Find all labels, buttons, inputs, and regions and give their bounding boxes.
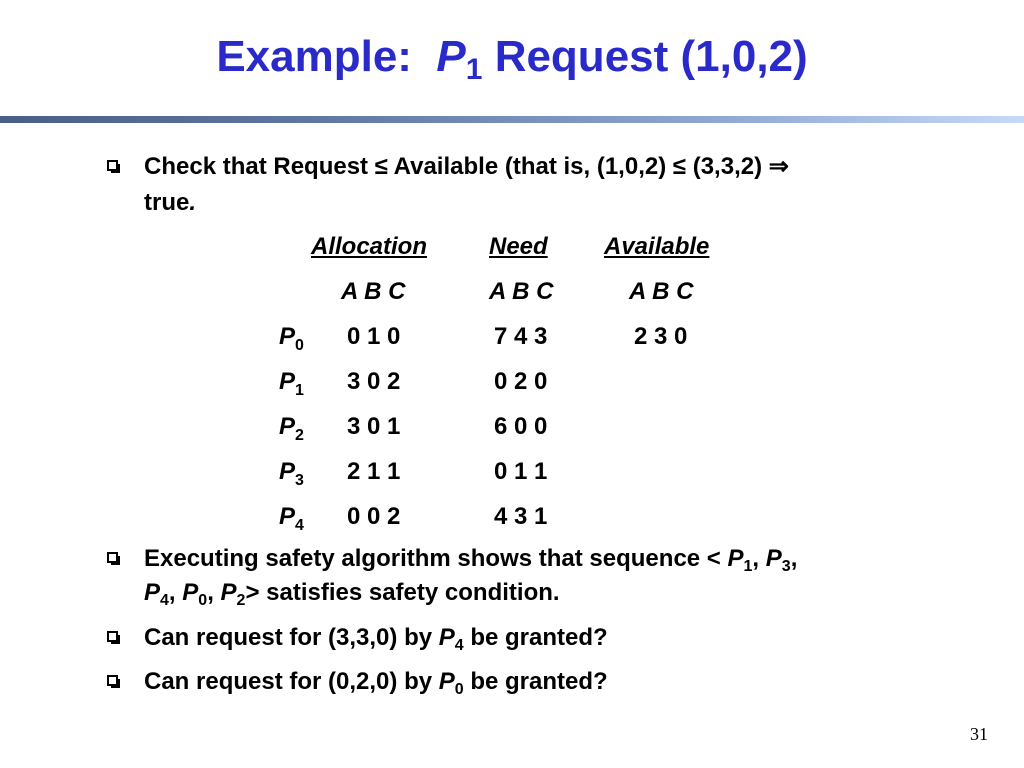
bullet1-true: true: [144, 189, 190, 216]
row-p0-var: P: [279, 323, 296, 350]
bullet-box-icon: [107, 675, 118, 686]
seq-p0-sub: 0: [198, 592, 208, 609]
seq-p3-sub: 3: [781, 558, 791, 575]
title-divider: [0, 116, 1024, 123]
bullet4-p-sub: 0: [454, 681, 464, 698]
bullet4-post: be granted?: [470, 668, 608, 695]
seq-p0-var: P: [182, 579, 199, 606]
row-p4-sub: 4: [295, 517, 304, 534]
header-allocation: Allocation: [311, 233, 428, 260]
seq-sep-1: ,: [752, 545, 760, 572]
row-p1-allocation: 3 0 2: [347, 368, 401, 395]
header-need: Need: [489, 233, 548, 260]
bullet4-p-var: P: [438, 668, 455, 695]
bullet3-text: [144, 621, 608, 663]
row-label-p0: [279, 322, 304, 361]
bullet2-intro: Executing safety algorithm shows that sequence <: [144, 545, 721, 572]
row-p4-allocation: 0 0 2: [347, 503, 401, 530]
title-prefix: Example:: [216, 32, 412, 81]
bullet3-post: be granted?: [470, 624, 608, 651]
row-p0-allocation: 0 1 0: [347, 323, 401, 350]
row-p3-need: 0 1 1: [494, 458, 548, 485]
subheader-need: A B C: [489, 278, 554, 305]
subheader-available: A B C: [629, 278, 694, 305]
seq-p2-var: P: [220, 579, 237, 606]
row-label-p4: [279, 502, 304, 541]
row-p3-sub: 3: [295, 472, 304, 489]
row-p1-var: P: [279, 368, 296, 395]
seq-p3-var: P: [765, 545, 782, 572]
row-p2-sub: 2: [295, 427, 304, 444]
row-p2-allocation: 3 0 1: [347, 413, 401, 440]
row-p1-need: 0 2 0: [494, 368, 548, 395]
seq-p1-sub: 1: [743, 558, 753, 575]
subheader-allocation: A B C: [341, 278, 406, 305]
row-p0-need: 7 4 3: [494, 323, 548, 350]
row-p4-need: 4 3 1: [494, 503, 548, 530]
row-p4-var: P: [279, 503, 296, 530]
bullet2-end: > satisfies safety condition.: [245, 579, 560, 606]
title-process-sub: 1: [465, 53, 483, 86]
bullet4-text: [144, 665, 608, 707]
bullet2-line2: [144, 576, 560, 618]
seq-p4-var: P: [144, 579, 161, 606]
row-p1-sub: 1: [295, 382, 304, 399]
row-p0-sub: 0: [295, 337, 304, 354]
seq-p1-var: P: [727, 545, 744, 572]
bullet4-pre: Can request for (0,2,0) by: [144, 668, 433, 695]
title-suffix: Request (1,0,2): [494, 32, 808, 81]
bullet1-period: .: [189, 189, 197, 216]
bullet1-line2: [144, 186, 196, 220]
row-p3-allocation: 2 1 1: [347, 458, 401, 485]
bullet3-p-var: P: [438, 624, 455, 651]
title-process-var: P: [436, 32, 466, 81]
bullet-box-icon: [107, 631, 118, 642]
bullet1-line1: Check that Request ≤ Available (that is, (1,0,2) ≤ (3,3,2) ⇒: [144, 153, 789, 180]
page-number: 31: [970, 724, 988, 744]
row-p3-var: P: [279, 458, 296, 485]
row-p2-need: 6 0 0: [494, 413, 548, 440]
row-label-p2: [279, 412, 304, 451]
seq-p4-sub: 4: [160, 592, 169, 609]
seq-sep-3: ,: [168, 579, 176, 606]
row-label-p1: [279, 367, 304, 406]
row-label-p3: [279, 457, 304, 496]
bullet3-p-sub: 4: [454, 637, 464, 654]
seq-sep-2: ,: [790, 545, 798, 572]
seq-p2-sub: 2: [236, 592, 246, 609]
slide-title: [0, 32, 1024, 87]
seq-sep-4: ,: [207, 579, 214, 606]
bullet-box-icon: [107, 160, 118, 171]
row-p2-var: P: [279, 413, 296, 440]
bullet-box-icon: [107, 552, 118, 563]
row-p0-available: 2 3 0: [634, 323, 688, 350]
header-available: Available: [604, 233, 710, 260]
bullet3-pre: Can request for (3,3,0) by: [144, 624, 433, 651]
